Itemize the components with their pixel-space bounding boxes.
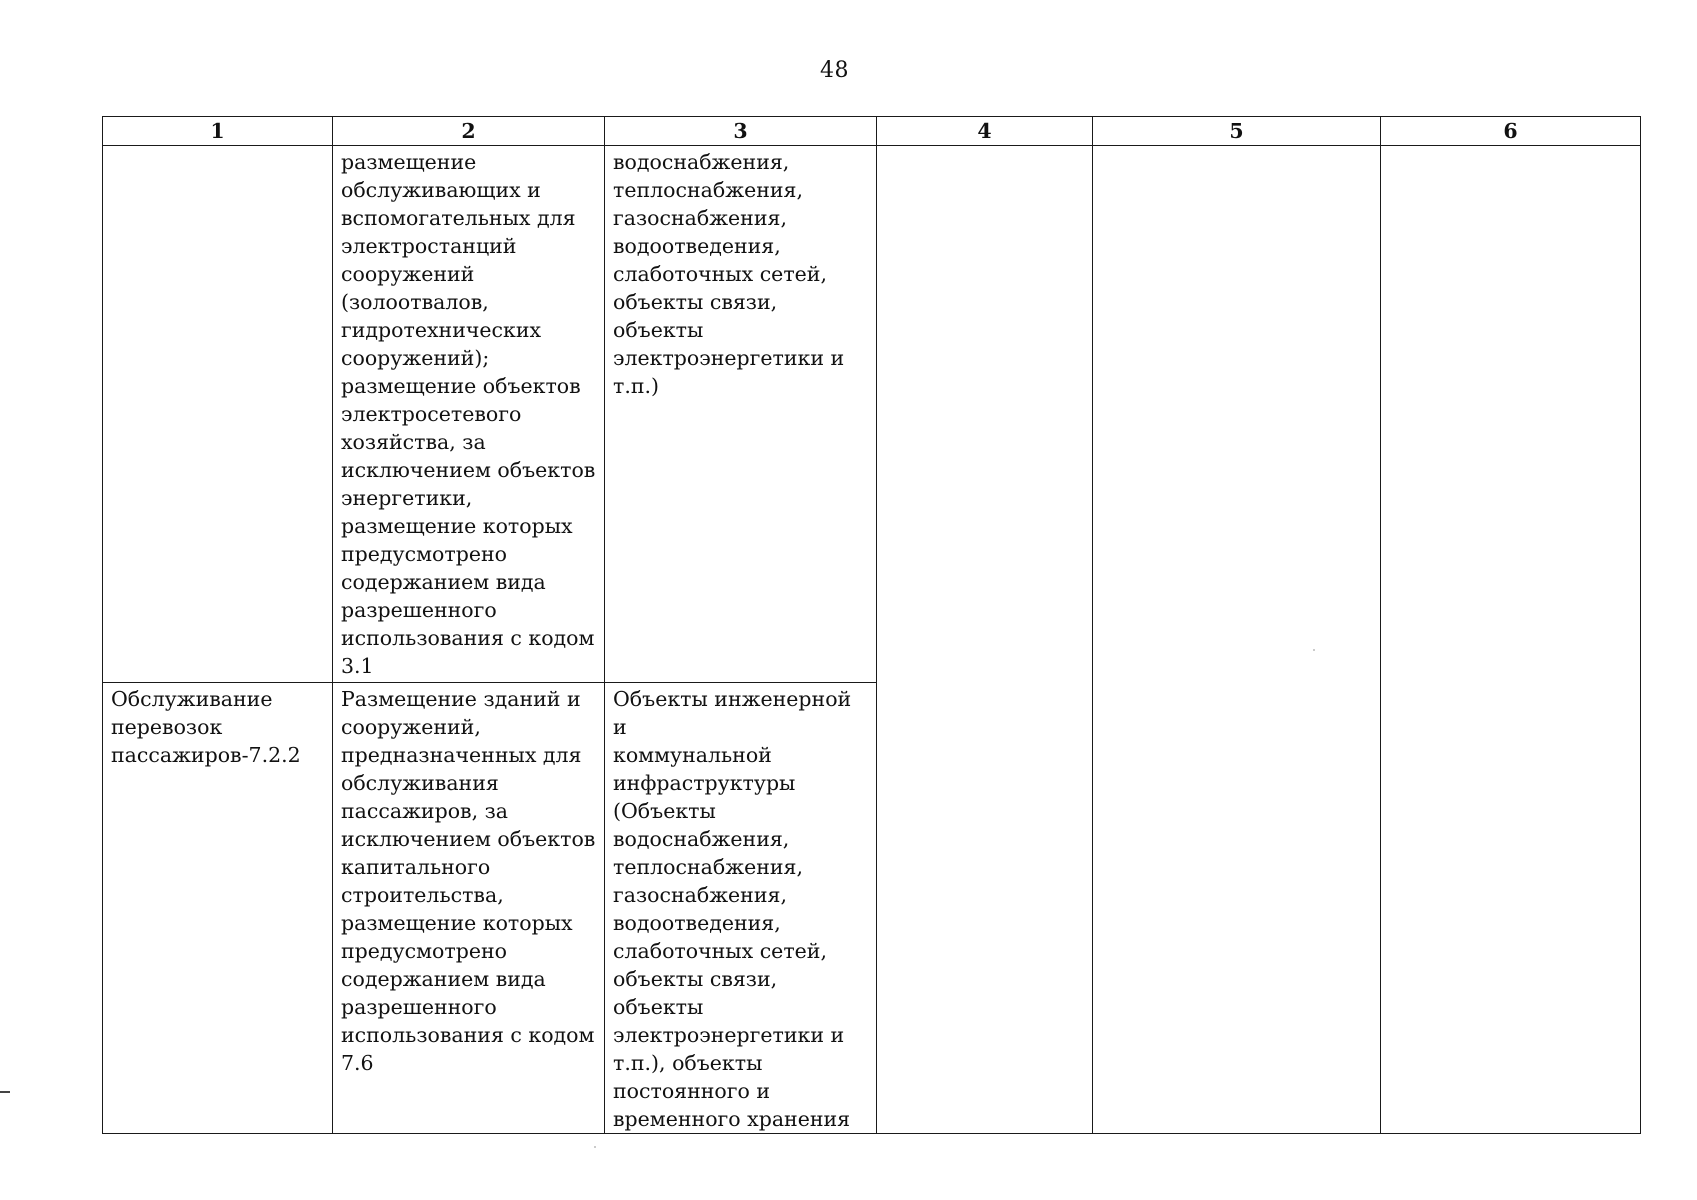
cell-text: Объекты инженерной и коммунальной инфраструктуры (Объекты водоснабжения, теплоснабжения, газоснабжения, водоотведения, слаботочных сетей, объекты связи, объекты электроэнергетики и т.п.), объекты постоянного и временного хранения [613, 687, 852, 1131]
column-header-4: 4 [877, 117, 1093, 146]
page-number: 48 [820, 58, 849, 83]
column-header-2: 2 [333, 117, 605, 146]
table-header-row [103, 117, 1641, 146]
table-cell-description [333, 146, 605, 683]
table-cell-description [333, 683, 605, 1134]
column-header-6: 6 [1381, 117, 1641, 146]
cell-text: водоснабжения, теплоснабжения, газоснабжения, водоотведения, слаботочных сетей, объекты связи, объекты электроэнергетики и т.п.) [613, 150, 845, 398]
regulations-table [102, 116, 1641, 1134]
table-cell-objects [605, 683, 877, 1134]
column-header-1: 1 [103, 117, 333, 146]
table-row [103, 146, 1641, 683]
scan-speck [1313, 649, 1315, 651]
table-cell-col5-empty [1093, 146, 1381, 1134]
table-cell-use-type [103, 683, 333, 1134]
cell-text: Обслуживание перевозок пассажиров-7.2.2 [111, 687, 301, 767]
table-cell-col6-empty [1381, 146, 1641, 1134]
table-cell-use-type [103, 146, 333, 683]
table-cell-objects [605, 146, 877, 683]
scan-speck [594, 1146, 596, 1148]
scan-margin-mark [0, 1091, 10, 1093]
cell-text: размещение обслуживающих и вспомогательных для электростанций сооружений (золоотвалов, гидротехнических сооружений); размещение объектов электросетевого хозяйства, за исключением объектов энергетики, размещение которых предусмотрено содержанием вида разрешенного использования с кодом 3.1 [341, 150, 596, 678]
cell-text: Размещение зданий и сооружений, предназначенных для обслуживания пассажиров, за исключением объектов капитального строительства, размещение которых предусмотрено содержанием вида разрешенного использования с кодом 7.6 [341, 687, 596, 1075]
table-cell-col4-empty [877, 146, 1093, 1134]
column-header-5: 5 [1093, 117, 1381, 146]
column-header-3: 3 [605, 117, 877, 146]
